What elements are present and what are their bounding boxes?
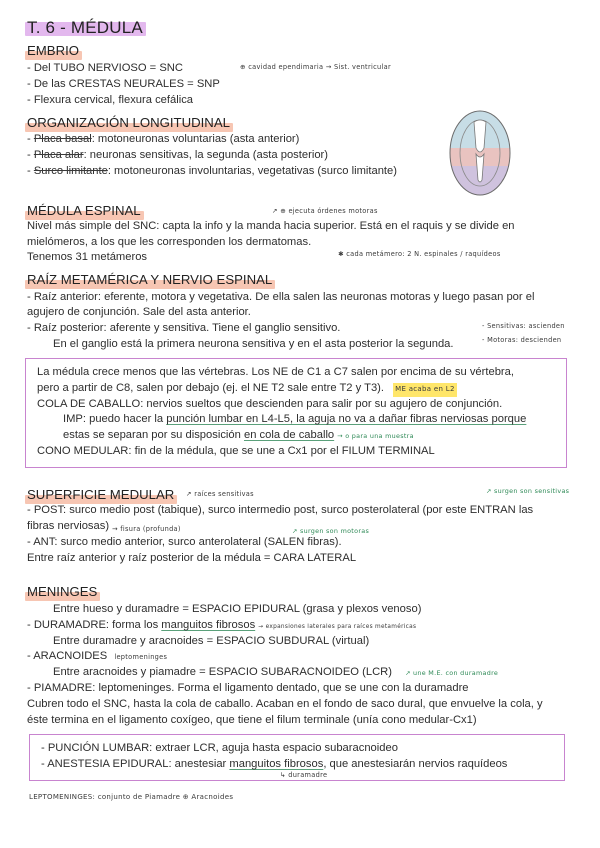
organizacion-item-1: - Placa basal: motoneuronas voluntarias (asta anterior) [27, 133, 300, 145]
box1-line-2 [37, 381, 455, 398]
box1-highlight: ME acaba en L2 [395, 382, 455, 398]
meninges-line-2-pre: - DURAMADRE: forma los [27, 619, 162, 631]
box2-line-2 [41, 757, 507, 773]
organizacion-rest-1: : motoneuronas voluntarias (asta anterior) [91, 133, 300, 145]
organizacion-item-2: - Placa alar: neuronas sensitivas, la segunda (asta posterior) [27, 149, 328, 161]
organizacion-heading [27, 114, 230, 131]
meninges-line-4-text: - ARACNOIDES [27, 650, 108, 662]
box1-line-5 [63, 428, 414, 445]
superficie-note-mid2: ↗ surgen son motoras [292, 527, 370, 535]
organizacion-term-1: Placa basal [33, 133, 92, 145]
raiz-line-4: En el ganglio está la primera neurona sensitiva y en el asta posterior la segunda. [53, 338, 454, 350]
medula-note-right: ✱ cada metámero: 2 N. espinales / raquídeos [338, 250, 501, 258]
embrio-line-2: - De las CRESTAS NEURALES = SNP [27, 78, 220, 90]
embrio-heading [27, 42, 79, 59]
medula-heading-text: MÉDULA ESPINAL [27, 203, 141, 218]
superficie-line-2: fibras nerviosas) [27, 520, 110, 532]
organizacion-item-3: - Surco limitante: motoneuronas involuntarias, vegetativas (surco limitante) [27, 165, 397, 177]
organizacion-term-2: Placa alar [33, 149, 84, 161]
meninges-line-2-note: → expansiones laterales para raíces metaméricas [258, 624, 417, 630]
organizacion-rest-2: : neuronas sensitivas, la segunda (asta posterior) [83, 149, 328, 161]
box1-line-5-underlined: en cola de caballo [243, 429, 335, 441]
footer-handwritten-note: LEPTOMENINGES: conjunto de Piamadre ⊕ Aracnoides [29, 793, 234, 801]
raiz-heading [27, 271, 272, 288]
meninges-line-4 [27, 649, 167, 666]
box1-line-5-pre: estas se separan por su disposición [63, 429, 244, 441]
raiz-line-3: - Raíz posterior: aferente y sensitiva. Tiene el ganglio sensitivo. [27, 322, 341, 334]
meninges-line-5-note: ↗ une M.E. con duramadre [405, 669, 499, 677]
meninges-heading [27, 583, 97, 600]
raiz-line-2: agujero de conjunción. Sale del asta anterior. [27, 306, 251, 318]
box1-line-4 [63, 412, 526, 428]
embrio-line-3: - Flexura cervical, flexura cefálica [27, 94, 194, 106]
embrio-line-1: - Del TUBO NERVIOSO = SNC [27, 62, 183, 74]
superficie-note-top: ↗ raíces sensitivas [186, 490, 254, 498]
meninges-heading-text: MENINGES [27, 584, 98, 599]
superficie-note-mid: → fisura (profunda) [112, 525, 181, 533]
box1-imp-pre: IMP: puedo hacer la [63, 413, 167, 425]
box1-line-3: COLA DE CABALLO: nervios sueltos que descienden para salir por su agujero de conjunción. [37, 398, 503, 410]
meninges-line-3: Entre duramadre y aracnoides = ESPACIO SUBDURAL (virtual) [53, 635, 370, 647]
superficie-note-right: ↗ surgen son sensitivas [486, 487, 570, 495]
neural-tube-drawing-icon [444, 108, 516, 198]
box2-line-2-pre: - ANESTESIA EPIDURAL: anestesiar [41, 758, 230, 770]
meninges-line-4-note: leptomeninges [114, 653, 168, 661]
organizacion-rest-3: : motoneuronas involuntarias, vegetativas (surco limitante) [107, 165, 397, 177]
organizacion-term-3: Surco limitante [33, 165, 108, 177]
page-title-text: T. 6 - MÉDULA [27, 18, 143, 37]
raiz-heading-text: RAÍZ METAMÉRICA Y NERVIO ESPINAL [27, 272, 273, 287]
medula-note-top: ↗ ⊕ ejecuta órdenes motoras [272, 207, 378, 215]
raiz-line-1: - Raíz anterior: eferente, motora y vegetativa. De ella salen las neuronas motoras y luego pasan por el [27, 291, 535, 303]
embrio-handwritten-note: ⊕ cavidad ependimaria → Sist. ventricular [240, 63, 391, 71]
box2-line-1: - PUNCIÓN LUMBAR: extraer LCR, aguja hasta espacio subaracnoideo [41, 742, 398, 754]
superficie-line-3: - ANT: surco medio anterior, surco anterolateral (SALEN fibras). [27, 536, 342, 548]
organizacion-heading-text: ORGANIZACIÓN LONGITUDINAL [27, 115, 230, 130]
box1-line-6: CONO MEDULAR: fin de la médula, que se une a Cx1 por el FILUM TERMINAL [37, 445, 435, 457]
box1-imp-underlined: punción lumbar en L4-L5, la aguja no va a dañar fibras nerviosas porque [166, 413, 527, 425]
box2-note: ↳ duramadre [280, 771, 328, 779]
meninges-line-5 [53, 665, 498, 682]
meninges-line-7: Cubren todo el SNC, hasta la cola de caballo. Acaban en el fondo de saco dural, que envuelve la cola, y [27, 698, 543, 710]
superficie-line-1: - POST: surco medio post (tabique), surco intermedio post, surco posterolateral (por este ENTRAN las [27, 504, 534, 516]
embrio-heading-text: EMBRIO [27, 43, 80, 58]
meninges-line-2 [27, 618, 416, 636]
meninges-line-1: Entre hueso y duramadre = ESPACIO EPIDURAL (grasa y plexos venoso) [53, 603, 422, 615]
meninges-line-2-underlined: manguitos fibrosos [161, 619, 256, 631]
raiz-note-1: - Sensitivas: ascienden [482, 322, 565, 330]
page-title [27, 18, 143, 38]
medula-line-1: Nivel más simple del SNC: capta la info y la manda hacia superior. Está en el raquis y se divide en [27, 220, 515, 232]
meninges-line-5-text: Entre aracnoides y piamadre = ESPACIO SUBARACNOIDEO (LCR) [53, 666, 392, 678]
raiz-note-2: - Motoras: descienden [482, 336, 562, 344]
meninges-line-6: - PIAMADRE: leptomeninges. Forma el ligamento dentado, que se une con la duramadre [27, 682, 469, 694]
superficie-heading-text: SUPERFICIE MEDULAR [27, 487, 175, 502]
medula-line-2: mielómeros, a los que les corresponden los dermatomas. [27, 236, 312, 248]
box2-line-2-post: , que anestesiarán nervios raquídeos [323, 758, 508, 770]
medula-heading [27, 202, 141, 219]
box2-line-2-underlined: manguitos fibrosos [229, 758, 324, 770]
medula-line-3: Tenemos 31 metámeros [27, 251, 148, 263]
box1-line-1: La médula crece menos que las vértebras. Los NE de C1 a C7 salen por encima de su vértebra, [37, 366, 514, 378]
box1-line-5-note: → o para una muestra [337, 432, 414, 440]
superficie-line-4: Entre raíz anterior y raíz posterior de la médula = CARA LATERAL [27, 552, 357, 564]
superficie-heading [27, 486, 174, 503]
meninges-line-8: éste termina en el ligamento coxígeo, que tiene el filum terminale (unía cono medular-Cx1) [27, 714, 477, 726]
box1-line-2-text: pero a partir de C8, salen por debajo (ej. el NE T2 sale entre T2 y T3). [37, 382, 384, 394]
